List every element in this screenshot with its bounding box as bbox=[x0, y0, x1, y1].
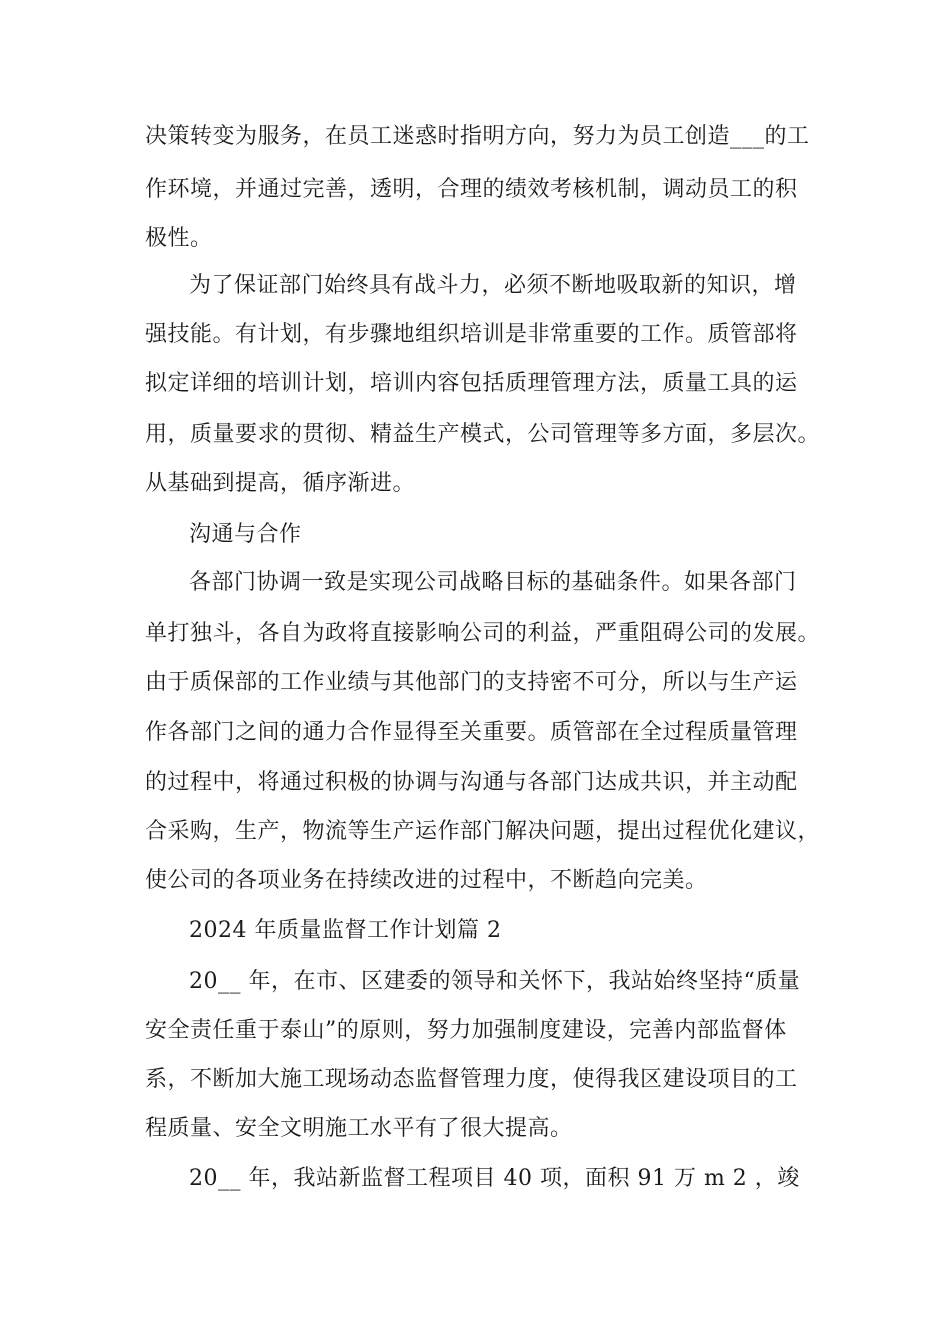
paragraph-line: 强技能。有计划，有步骤地组织培训是非常重要的工作。质管部将 bbox=[145, 322, 798, 347]
section-heading: 2024 年质量监督工作计划篇 2 bbox=[189, 918, 502, 943]
paragraph-line: 作各部门之间的通力合作显得至关重要。质管部在全过程质量管理 bbox=[145, 720, 798, 745]
paragraph-line: 程质量、安全文明施工水平有了很大提高。 bbox=[145, 1116, 573, 1141]
paragraph-line: 决策转变为服务，在员工迷惑时指明方向，努力为员工创造___的工 bbox=[145, 124, 810, 149]
paragraph-line: 20__ 年，在市、区建委的领导和关怀下，我站始终坚持“质量 bbox=[189, 969, 801, 994]
paragraph-line: 从基础到提高，循序渐进。 bbox=[145, 471, 416, 496]
paragraph-line: 极性。 bbox=[145, 226, 213, 251]
paragraph-line: 为了保证部门始终具有战斗力，必须不断地吸取新的知识，增 bbox=[189, 273, 797, 298]
paragraph-line: 合采购，生产，物流等生产运作部门解决问题，提出过程优化建议， bbox=[145, 819, 821, 844]
paragraph-line: 由于质保部的工作业绩与其他部门的支持密不可分，所以与生产运 bbox=[145, 670, 798, 695]
paragraph-line: 的过程中，将通过积极的协调与沟通与各部门达成共识，并主动配 bbox=[145, 770, 798, 795]
paragraph-line: 安全责任重于泰山”的原则，努力加强制度建设，完善内部监督体 bbox=[145, 1018, 787, 1043]
paragraph-line: 单打独斗，各自为政将直接影响公司的利益，严重阻碍公司的发展。 bbox=[145, 621, 821, 646]
paragraph-line: 使公司的各项业务在持续改进的过程中，不断趋向完美。 bbox=[145, 868, 708, 893]
section-heading: 沟通与合作 bbox=[189, 522, 302, 547]
paragraph-line: 用，质量要求的贯彻、精益生产模式，公司管理等多方面，多层次。 bbox=[145, 422, 821, 447]
paragraph-line: 各部门协调一致是实现公司战略目标的基础条件。如果各部门 bbox=[189, 570, 797, 595]
paragraph-line: 作环境，并通过完善，透明，合理的绩效考核机制，调动员工的积 bbox=[145, 177, 798, 202]
paragraph-line: 拟定详细的培训计划，培训内容包括质理管理方法，质量工具的运 bbox=[145, 371, 798, 396]
paragraph-line: 系，不断加大施工现场动态监督管理力度，使得我区建设项目的工 bbox=[145, 1067, 798, 1092]
paragraph-line: 20__ 年，我站新监督工程项目 40 项，面积 91 万 m 2 ，竣 bbox=[189, 1166, 800, 1191]
